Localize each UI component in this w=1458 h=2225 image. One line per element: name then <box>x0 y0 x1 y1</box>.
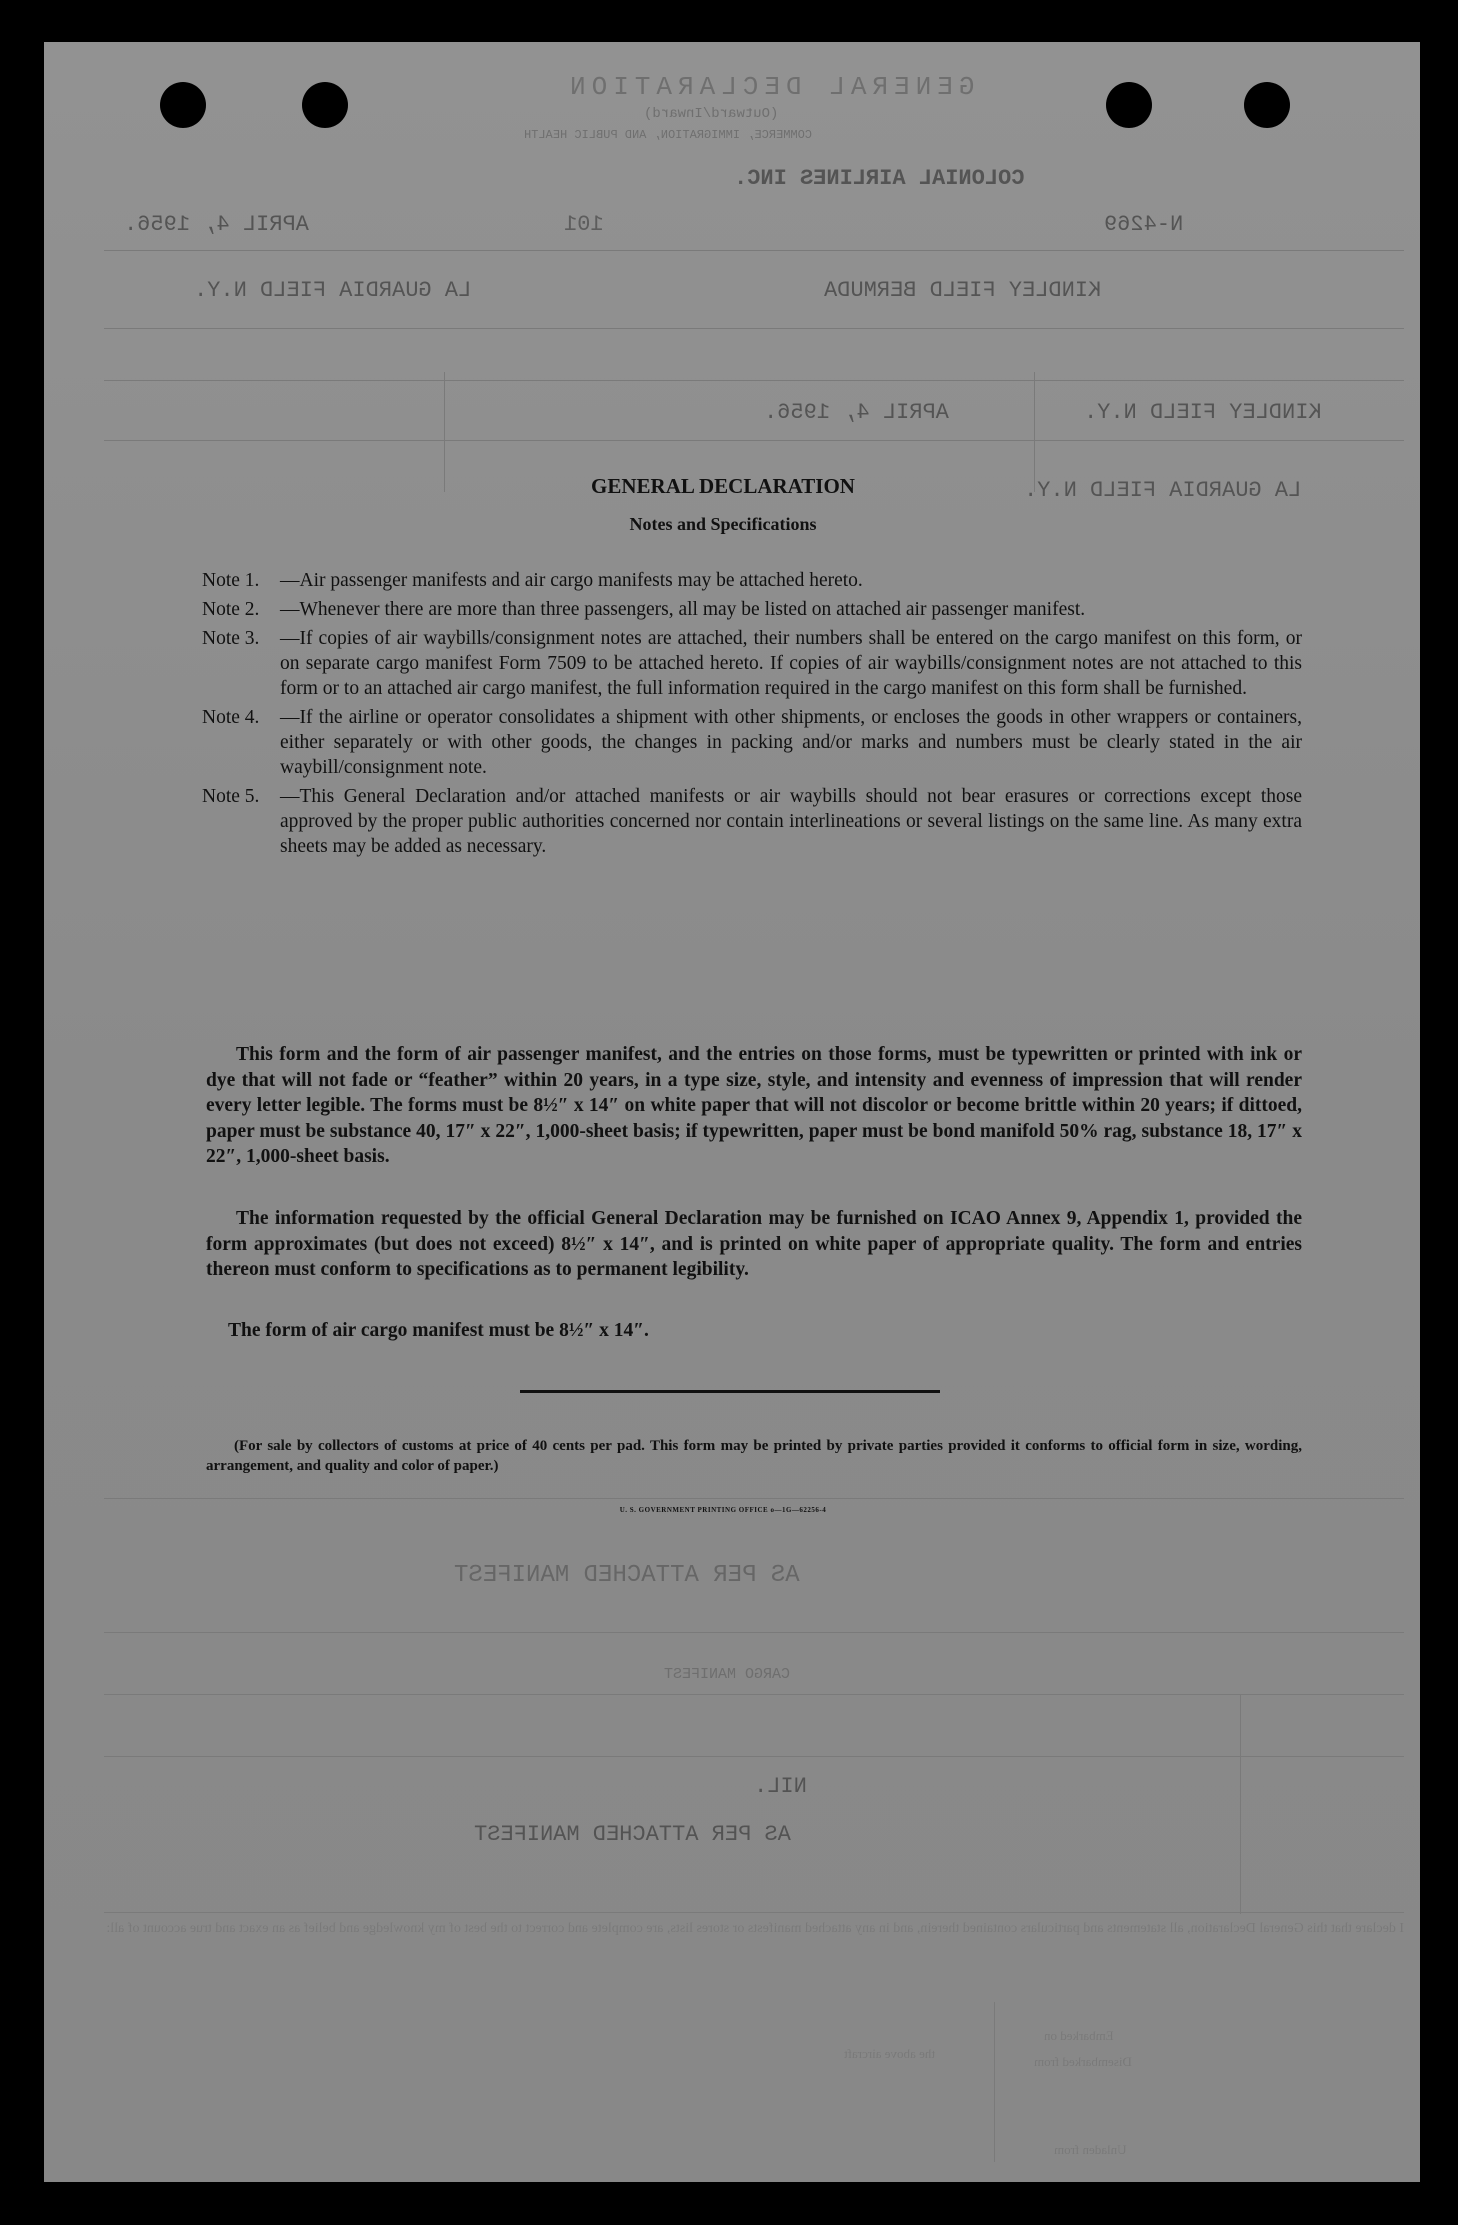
note-5 <box>202 784 1302 859</box>
bleed-route-1-date: APRIL 4, 1956. <box>764 400 949 425</box>
punch-hole-right-2 <box>1244 82 1290 128</box>
icao-paragraph: The information requested by the official General Declaration may be furnished on ICAO Annex 9, Appendix 1, provided the form approximates (but does not exceed) 8½″ x 14″, and is printed on white paper of appropriate quality. The form and entries thereon must conform to specifications as to permanent legibility. <box>206 1208 1302 1280</box>
punch-hole-left-1 <box>160 82 206 128</box>
bleed-route-1: KINDLEY FIELD N.Y. <box>1084 400 1322 425</box>
bleed-rule <box>104 328 1404 329</box>
bleed-above-aircraft: the above aircraft <box>844 2046 935 2061</box>
note-text: —Air passenger manifests and air cargo manifests may be attached hereto. <box>280 570 863 591</box>
bleed-date: APRIL 4, 1956. <box>124 212 309 237</box>
bleed-manifest: AS PER ATTACHED MANIFEST <box>454 1562 800 1589</box>
note-text: —This General Declaration and/or attached manifests or air waybills should not bear erasures or corrections except those approved by the proper public authorities concerned nor contain interlineations or several listings on the same line. As many extra sheets may be added as necessary. <box>280 786 1302 857</box>
bleed-departure: KINDLEY FIELD BERMUDA <box>824 278 1102 303</box>
note-label: Note 2. <box>202 599 260 620</box>
note-1 <box>202 568 1302 593</box>
page-title: GENERAL DECLARATION <box>591 474 855 498</box>
notes-list <box>202 568 1302 863</box>
punch-hole-left-2 <box>302 82 348 128</box>
bleed-cargo-line: AS PER ATTACHED MANIFEST <box>474 1822 791 1847</box>
note-text: —If the airline or operator consolidates a shipment with other shipments, or encloses the goods in other wrappers or containers, either separately or with other goods, the changes in packing and/or marks and numbers must be clearly stated in the air waybill/consignment note. <box>280 707 1302 778</box>
cargo-manifest-size: The form of air cargo manifest must be 8½″ x 14″. <box>228 1320 649 1341</box>
note-label: Note 3. <box>202 628 260 649</box>
note-text: —If copies of air waybills/consignment notes are attached, their numbers shall be entered on the cargo manifest on this form, or on separate cargo manifest Form 7509 to be attached hereto. If copies of air waybills/consignment notes are not attached to this form or to an attached air cargo manifest, the full information required in the cargo manifest on this form shall be furnished. <box>280 628 1302 699</box>
bleed-vrule <box>1240 1694 1241 1914</box>
document-sheet <box>44 42 1420 2182</box>
bleed-rule <box>104 440 1404 441</box>
bleed-declare: I declare that this General Declaration, all statements and particulars contained therein, and in any attached manifests or stores lists, are complete and correct to the best of my knowledge and belief as an exact and true account of all: <box>106 1921 1404 1936</box>
bleed-disembarked: Disembarked from <box>1034 2054 1132 2069</box>
bleed-header-sub2: COMMERCE, IMMIGRATION, AND PUBLIC HEALTH <box>524 128 813 142</box>
bleed-vrule <box>994 2002 995 2162</box>
bleed-operator: COLONIAL AIRLINES INC. <box>734 166 1025 191</box>
bleed-route-2: LA GUARDIA FIELD N.Y. <box>1024 478 1302 503</box>
note-3 <box>202 626 1302 701</box>
page-subtitle: Notes and Specifications <box>629 514 817 534</box>
bleed-embarked: Embarked on <box>1044 2028 1114 2043</box>
bleed-unladen: Unladen from <box>1054 2142 1127 2157</box>
note-label: Note 4. <box>202 707 260 728</box>
bleed-aircraft: N-4269 <box>1104 212 1184 237</box>
note-label: Note 5. <box>202 786 260 807</box>
bleed-rule <box>104 250 1404 251</box>
punch-hole-right-1 <box>1106 82 1152 128</box>
bleed-rule <box>104 1694 1404 1695</box>
sale-notice: (For sale by collectors of customs at price of 40 cents per pad. This form may be printed by private parties provided it conforms to official form in size, wording, arrangement, and quality and color of paper.) <box>206 1438 1302 1474</box>
note-4 <box>202 705 1302 780</box>
bleed-rule <box>104 1498 1404 1499</box>
bleed-cargo-heading: CARGO MANIFEST <box>664 1666 791 1683</box>
paper-spec-paragraph: This form and the form of air passenger manifest, and the entries on those forms, must be typewritten or printed with ink or dye that will not fade or “feather” within 20 years, in a type size, style, and intensity and evenness of impression that will render every letter legible. The forms must be 8½″ x 14″ on white paper that will not discolor or become brittle within 20 years; if dittoed, paper must be substance 40, 17″ x 22″, 1,000-sheet basis; if typewritten, paper must be bond manifold 50% rag, substance 18, 17″ x 22″, 1,000-sheet basis. <box>206 1044 1302 1167</box>
bleed-header-sub: (Outward/Inward) <box>644 106 779 122</box>
bleed-rule <box>104 380 1404 381</box>
bleed-arrival: LA GUARDIA FIELD N.Y. <box>194 278 472 303</box>
bleed-header: GENERAL DECLARATION <box>564 72 975 102</box>
note-label: Note 1. <box>202 570 260 591</box>
separator-rule <box>520 1390 940 1393</box>
bleed-rule <box>104 1756 1404 1757</box>
gpo-imprint: U. S. GOVERNMENT PRINTING OFFICE o—1G—62256-4 <box>619 1506 827 1514</box>
bleed-rule <box>104 1912 1404 1913</box>
note-text: —Whenever there are more than three passengers, all may be listed on attached air passenger manifest. <box>280 599 1086 620</box>
note-2 <box>202 597 1302 622</box>
bleed-flight: 101 <box>564 212 604 237</box>
bleed-rule <box>104 1632 1404 1633</box>
bleed-nil: NIL. <box>754 1774 807 1799</box>
